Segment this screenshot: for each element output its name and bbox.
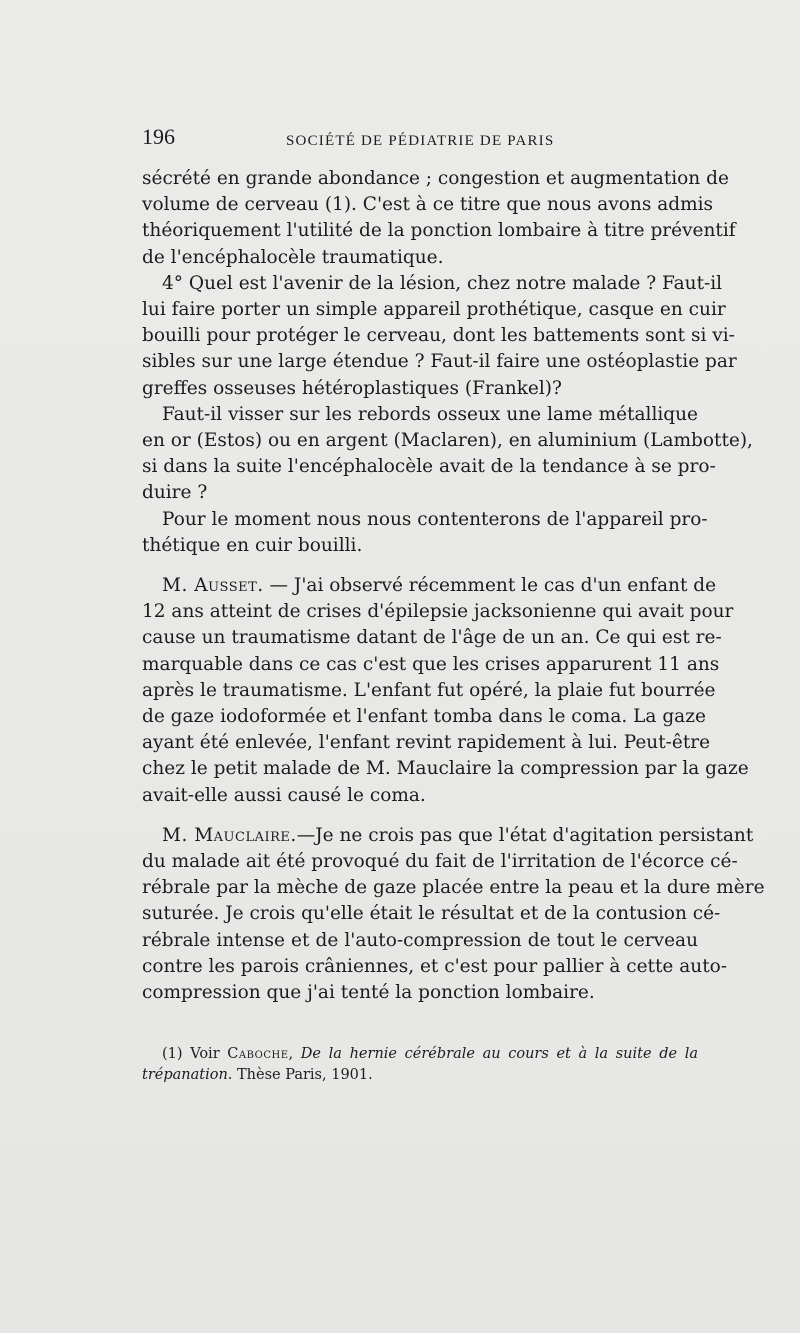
text-line: chez le petit malade de M. Mauclaire la compression par la gaze — [142, 758, 749, 780]
text-line: greffes osseuses hétéroplastiques (Frankel)? — [142, 377, 562, 399]
text-fragment: —Je ne crois pas que l'état d'agitation persistant — [296, 824, 754, 846]
text-line: volume de cerveau (1). C'est à ce titre que nous avons admis — [142, 194, 714, 216]
text-line: marquable dans ce cas c'est que les crises apparurent 11 ans — [142, 653, 720, 675]
paragraph — [142, 271, 737, 402]
paragraph — [142, 402, 753, 507]
text-line: Faut-il visser sur les rebords osseux une lame métallique — [162, 403, 698, 425]
paragraph-ausset — [142, 573, 749, 809]
text-line — [142, 823, 754, 849]
body-text — [142, 166, 765, 1006]
text-line: sibles sur une large étendue ? Faut-il faire une ostéoplastie par — [142, 351, 737, 373]
text-line — [142, 573, 717, 599]
text-fragment: — J'ai observé récemment le cas d'un enfant de — [263, 575, 717, 597]
section-gap — [142, 809, 698, 823]
text-line: cause un traumatisme datant de l'âge de un an. Ce qui est re- — [142, 627, 722, 649]
page-number: 196 — [142, 124, 175, 149]
text-line: ayant été enlevée, l'enfant revint rapidement à lui. Peut-être — [142, 732, 711, 754]
text-line: de l'encéphalocèle traumatique. — [142, 246, 444, 268]
cited-title: trépanation — [142, 1067, 228, 1083]
footnote-line — [142, 1065, 698, 1086]
text-line: compression que j'ai tenté la ponction lombaire. — [142, 982, 595, 1004]
running-title: SOCIÉTÉ DE PÉDIATRIE DE PARIS — [286, 133, 555, 149]
text-line: sécrété en grande abondance ; congestion et augmentation de — [142, 168, 729, 189]
text-fragment: , — [288, 1046, 301, 1062]
text-line: de gaze iodoformée et l'enfant tomba dans le coma. La gaze — [142, 706, 706, 728]
text-line: 4° Quel est l'avenir de la lésion, chez notre malade ? Faut-il — [162, 272, 723, 294]
section-gap — [142, 559, 698, 573]
text-line: thétique en cuir bouilli. — [142, 534, 363, 556]
text-line: avait-elle aussi causé le coma. — [142, 784, 426, 806]
text-line: lui faire porter un simple appareil prothétique, casque en cuir — [142, 299, 726, 321]
page-header — [142, 124, 702, 158]
footnote — [142, 1044, 698, 1086]
text-line: si dans la suite l'encéphalocèle avait de la tendance à se pro- — [142, 456, 716, 478]
text-line: après le traumatisme. L'enfant fut opéré, la plaie fut bourrée — [142, 679, 716, 701]
text-line: 12 ans atteint de crises d'épilepsie jacksonienne qui avait pour — [142, 601, 734, 623]
text-fragment: (1) Voir — [162, 1046, 228, 1062]
text-line: rébrale intense et de l'auto-compression de tout le cerveau — [142, 929, 698, 951]
cited-title: De la hernie cérébrale au cours et à la suite de la — [300, 1046, 699, 1062]
footnote-line — [142, 1044, 698, 1065]
speaker-name: M. Ausset. — [162, 575, 264, 597]
text-line: contre les parois crâniennes, et c'est pour pallier à cette auto- — [142, 955, 728, 977]
text-line: duire ? — [142, 482, 208, 504]
paragraph — [142, 166, 736, 271]
text-line: en or (Estos) ou en argent (Maclaren), en aluminium (Lambotte), — [142, 430, 753, 452]
text-line: théoriquement l'utilité de la ponction lombaire à titre préventif — [142, 220, 736, 242]
paragraph — [142, 507, 708, 559]
paragraph-mauclaire — [142, 823, 765, 1006]
text-line: bouilli pour protéger le cerveau, dont les battements sont si vi- — [142, 325, 735, 347]
text-line: suturée. Je crois qu'elle était le résultat et de la contusion cé- — [142, 903, 721, 925]
text-line: du malade ait été provoqué du fait de l'irritation de l'écorce cé- — [142, 851, 738, 873]
speaker-name: M. Mauclaire. — [162, 824, 297, 846]
text-line: Pour le moment nous nous contenterons de l'appareil pro- — [162, 508, 708, 530]
cited-author: Caboche — [227, 1046, 289, 1062]
text-fragment: . Thèse Paris, 1901. — [227, 1067, 373, 1083]
text-line: rébrale par la mèche de gaze placée entre la peau et la dure mère — [142, 877, 765, 899]
